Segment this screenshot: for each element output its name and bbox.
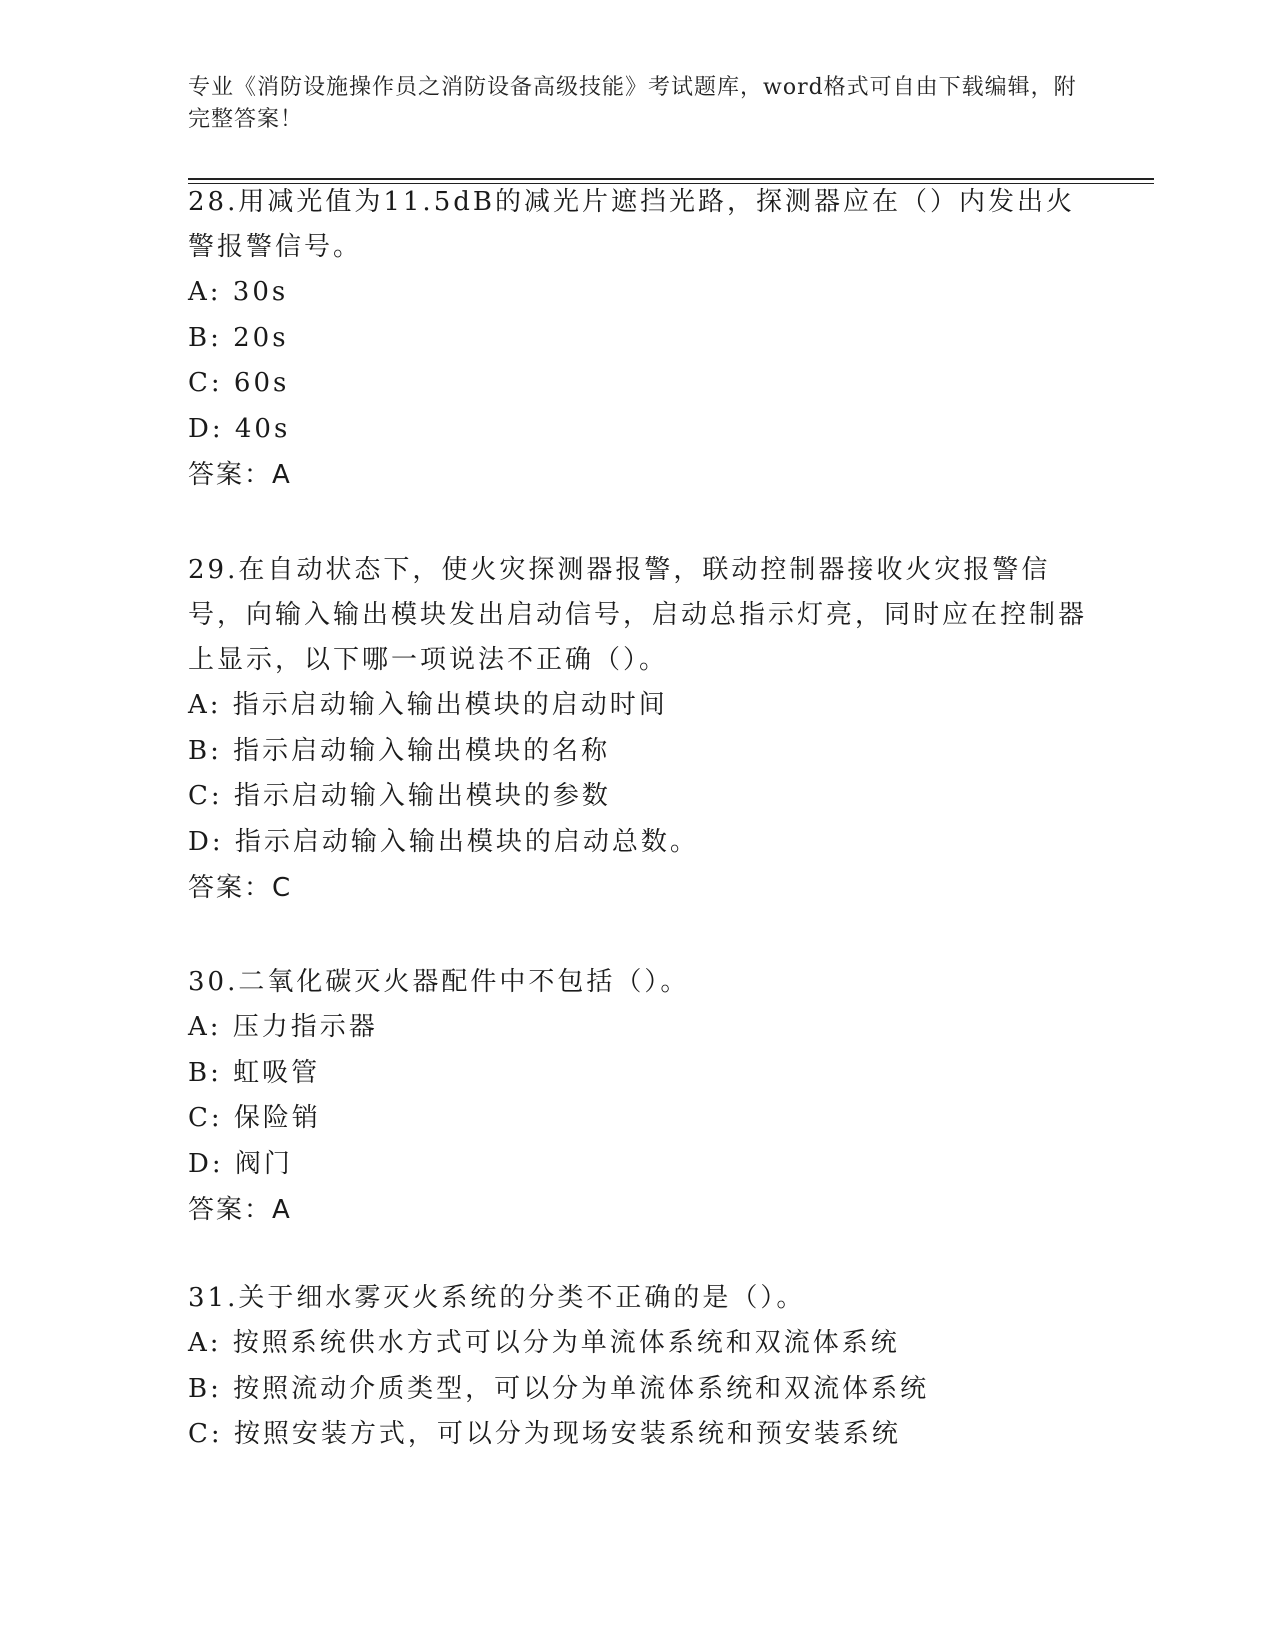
question-30	[188, 960, 1088, 1233]
answer-line: 答案：A	[188, 460, 292, 490]
option-b: B: 按照流动介质类型，可以分为单流体系统和双流体系统	[188, 1373, 930, 1404]
document-header: 专业《消防设施操作员之消防设备高级技能》考试题库，word格式可自由下载编辑，附完整答案！	[188, 75, 1077, 132]
question-31	[188, 1276, 1088, 1458]
option-a: A: 按照系统供水方式可以分为单流体系统和双流体系统	[188, 1328, 900, 1358]
question-29	[188, 548, 1088, 911]
answer-line: 答案：C	[188, 873, 293, 903]
question-28	[188, 180, 1088, 498]
option-a: A: 压力指示器	[188, 1012, 378, 1042]
option-d: D: 指示启动输入输出模块的启动总数。	[188, 826, 699, 857]
option-b: B: 虹吸管	[188, 1057, 321, 1088]
option-c: C: 保险销	[188, 1103, 321, 1133]
option-c: C: 60s	[188, 368, 290, 398]
option-a: A: 指示启动输入输出模块的启动时间	[188, 690, 668, 720]
option-a: A: 30s	[188, 277, 289, 307]
option-d: D: 阀门	[188, 1148, 293, 1179]
option-d: D: 40s	[188, 413, 291, 444]
question-stem: 29.在自动状态下，使火灾探测器报警，联动控制器接收火灾报警信号，向输入输出模块发出启动信号，启动总指示灯亮，同时应在控制器上显示，以下哪一项说法不正确（）。	[188, 555, 1088, 675]
answer-line: 答案：A	[188, 1195, 292, 1225]
option-b: B: 20s	[188, 322, 289, 353]
question-stem: 28.用减光值为11.5dB的减光片遮挡光路，探测器应在（）内发出火警报警信号。	[188, 187, 1075, 262]
option-b: B: 指示启动输入输出模块的名称	[188, 735, 611, 766]
question-stem: 30.二氧化碳灭火器配件中不包括（）。	[188, 967, 690, 997]
option-c: C: 指示启动输入输出模块的参数	[188, 781, 611, 811]
option-c: C: 按照安装方式，可以分为现场安装系统和预安装系统	[188, 1419, 901, 1449]
question-stem: 31.关于细水雾灭火系统的分类不正确的是（）。	[188, 1283, 806, 1313]
